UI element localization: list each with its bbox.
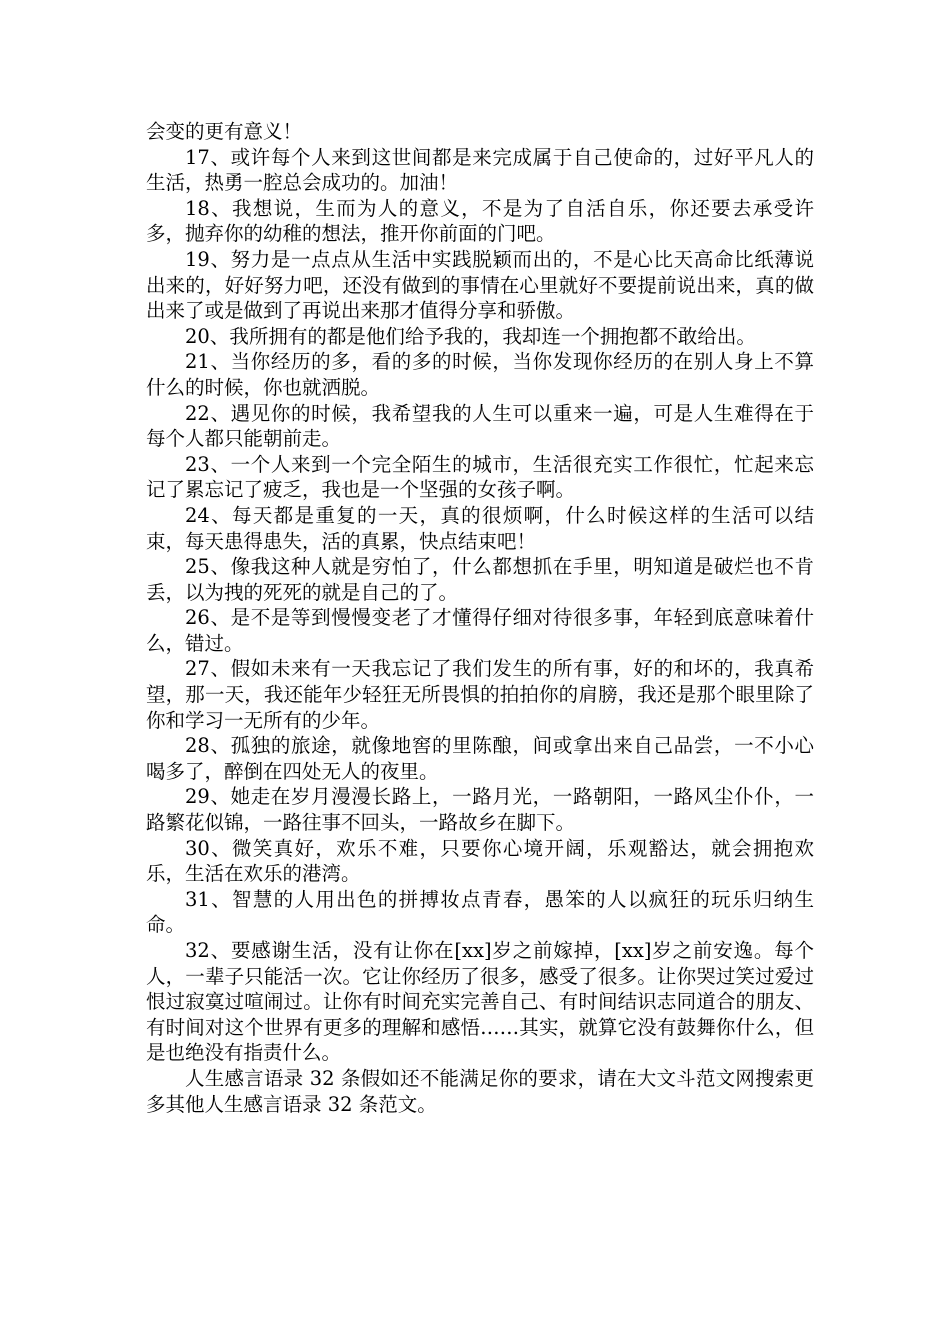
- paragraph-18: 18、我想说，生而为人的意义，不是为了自活自乐，你还要去承受许多，抛弃你的幼稚的想法，推开你前面的门吧。: [146, 196, 814, 246]
- paragraph-32: 32、要感谢生活，没有让你在[xx]岁之前嫁掉，[xx]岁之前安逸。每个人，一辈子只能活一次。它让你经历了很多，感受了很多。让你哭过笑过爱过恨过寂寞过喧闹过。让你有时间充实完善自己、有时间结识志同道合的朋友、有时间对这个世界有更多的理解和感悟……其实，就算它没有鼓舞你什么，但是也绝没有指责什么。: [146, 939, 814, 1065]
- paragraph-22: 22、遇见你的时候，我希望我的人生可以重来一遍，可是人生难得在于每个人都只能朝前走。: [146, 401, 814, 451]
- paragraph-19: 19、努力是一点点从生活中实践脱颖而出的，不是心比天高命比纸薄说出来的，好好努力吧，还没有做到的事情在心里就好不要提前说出来，真的做出来了或是做到了再说出来那才值得分享和骄傲。: [146, 247, 814, 323]
- paragraph-23: 23、一个人来到一个完全陌生的城市，生活很充实工作很忙，忙起来忘记了累忘记了疲乏，我也是一个坚强的女孩子啊。: [146, 452, 814, 502]
- paragraph-17: 17、或许每个人来到这世间都是来完成属于自己使命的，过好平凡人的生活，热勇一腔总会成功的。加油！: [146, 145, 814, 195]
- paragraph-26: 26、是不是等到慢慢变老了才懂得仔细对待很多事，年轻到底意味着什么，错过。: [146, 606, 814, 655]
- paragraph-20: 20、我所拥有的都是他们给予我的，我却连一个拥抱都不敢给出。: [185, 324, 756, 348]
- paragraph-30: 30、微笑真好，欢乐不难，只要你心境开阔，乐观豁达，就会拥抱欢乐，生活在欢乐的港湾。: [146, 836, 814, 886]
- paragraph-24: 24、每天都是重复的一天，真的很烦啊，什么时候这样的生活可以结束，每天患得患失，活的真累，快点结束吧！: [146, 503, 814, 553]
- paragraph-25: 25、像我这种人就是穷怕了，什么都想抓在手里，明知道是破烂也不肯丢，以为拽的死死的就是自己的了。: [146, 555, 814, 604]
- paragraph-29: 29、她走在岁月漫漫长路上，一路月光，一路朝阳，一路风尘仆仆，一路繁花似锦，一路往事不回头，一路故乡在脚下。: [146, 785, 814, 835]
- paragraph-28: 28、孤独的旅途，就像地窖的里陈酿，间或拿出来自己品尝，一不小心喝多了，醉倒在四处无人的夜里。: [146, 734, 814, 783]
- paragraph-21: 21、当你经历的多，看的多的时候，当你发现你经历的在别人身上不算什么的时候，你也就洒脱。: [146, 350, 814, 399]
- paragraph-31: 31、智慧的人用出色的拼搏妆点青春，愚笨的人以疯狂的玩乐归纳生命。: [146, 887, 814, 937]
- paragraph-27: 27、假如未来有一天我忘记了我们发生的所有事，好的和坏的，我真希望，那一天，我还能年少轻狂无所畏惧的拍拍你的肩膀，我还是那个眼里除了你和学习一无所有的少年。: [146, 657, 814, 732]
- paragraph-continuation: 会变的更有意义！: [146, 120, 303, 143]
- document-body: [146, 119, 814, 1117]
- closing-note: 人生感言语录 32 条假如还不能满足你的要求，请在大文斗范文网搜索更多其他人生感言语录 32 条范文。: [146, 1066, 814, 1116]
